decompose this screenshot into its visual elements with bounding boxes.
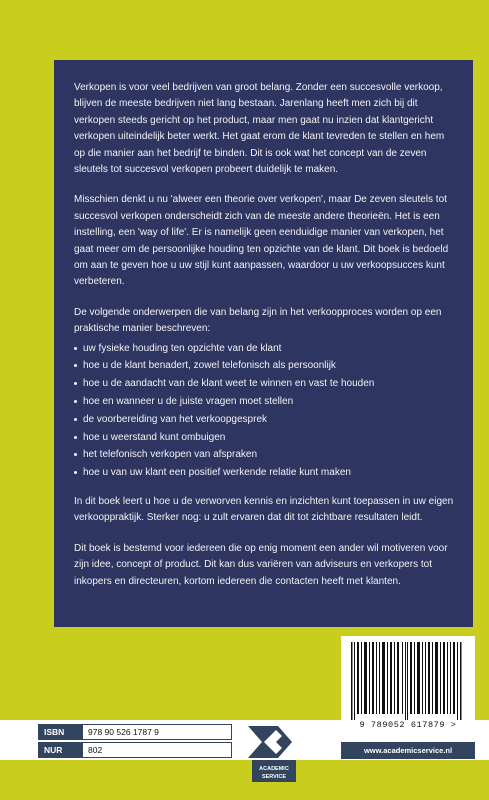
closing-paragraph-2: Dit boek is bestemd voor iedereen die op enig moment een ander wil motiveren voor zijn idee, concept of product. Dit kan dus variëren van adviseurs en verkopers tot inkopers en directeuren, kortom iedereen die contacten heeft met klanten. <box>74 542 448 587</box>
bullet-icon <box>74 364 77 367</box>
list-item-text: de voorbereiding van het verkoopgesprek <box>83 413 268 425</box>
barcode-bars-icon <box>345 642 471 720</box>
publisher-logo-icon <box>248 720 300 786</box>
isbn-value: 978 90 526 1787 9 <box>82 724 232 740</box>
bullet-icon <box>74 418 77 421</box>
list-item <box>74 340 457 358</box>
bullet-icon <box>74 471 77 474</box>
barcode-digits: 9 789052 617879 > <box>359 720 457 730</box>
bullet-icon <box>74 347 77 350</box>
blurb-paragraph-3: De volgende onderwerpen die van belang zijn in het verkoopproces worden op een praktische manier beschreven: <box>74 306 442 335</box>
nur-label: NUR <box>38 742 82 758</box>
list-item-text: hoe u de klant benadert, zowel telefonisch als persoonlijk <box>83 360 336 372</box>
closing-paragraph-1: In dit boek leert u hoe u de verworven kennis en inzichten kunt toepassen in uw eigen verkooppraktijk. Sterker nog: u zult ervaren dat dit tot zichtbare resultaten leidt. <box>74 496 454 524</box>
svg-text:ACADEMIC: ACADEMIC <box>259 766 289 772</box>
list-item <box>74 375 457 393</box>
nur-value: 802 <box>82 742 232 758</box>
list-item-text: hoe u van uw klant een positief werkende relatie kunt maken <box>83 467 351 479</box>
blurb-paragraph-2: Misschien denkt u nu 'alweer een theorie over verkopen', maar De zeven sleutels tot succesvol verkopen onderscheidt zich van de meeste andere theorieën. Het is een instelling, een 'way of life'. Er is namelijk geen eenduidige manier van verkopen, het gaat meer om de persoonlijke houding ten opzichte van de klant. Dit boek is bedoeld om aan te geven hoe u uw stijl kunt aanpassen, waardoor u uw verkoopsucces kunt verbeteren. <box>74 194 449 288</box>
list-item-text: het telefonisch verkopen van afspraken <box>83 449 257 461</box>
list-item <box>74 446 457 464</box>
bullet-icon <box>74 453 77 456</box>
list-item <box>74 464 457 482</box>
topics-list <box>74 340 457 482</box>
list-item-text: hoe en wanneer u de juiste vragen moet stellen <box>83 396 294 408</box>
blurb-paragraph-1: Verkopen is voor veel bedrijven van groot belang. Zonder een succesvolle verkoop, blijven de meeste bedrijven niet lang bestaan. Jarenlang heeft men zich bij dit verkopen steeds gericht op het product, maar men gaat nu inzien dat klantgericht verkopen uiteindelijk beter werkt. Het gaat erom de klant tevreden te stellen en hem op die manier aan het bedrijf te binden. Dit is ook wat het concept van de zeven sleutels tot succesvol verkopen probeert duidelijk te maken. <box>74 82 445 176</box>
list-item <box>74 429 457 447</box>
list-item <box>74 411 457 429</box>
svg-text:SERVICE: SERVICE <box>261 774 287 780</box>
bullet-icon <box>74 382 77 385</box>
publisher-url[interactable]: www.academicservice.nl <box>341 742 475 759</box>
list-item-text: hoe u weerstand kunt ombuigen <box>83 431 226 443</box>
list-item-text: hoe u de aandacht van de klant weet te winnen en vast te houden <box>83 378 375 390</box>
list-item-text: uw fysieke houding ten opzichte van de klant <box>83 342 282 354</box>
bullet-icon <box>74 436 77 439</box>
barcode <box>341 636 475 739</box>
bullet-icon <box>74 400 77 403</box>
blurb-panel <box>54 60 473 627</box>
list-item <box>74 393 457 411</box>
list-item <box>74 357 457 375</box>
isbn-label: ISBN <box>38 724 82 740</box>
